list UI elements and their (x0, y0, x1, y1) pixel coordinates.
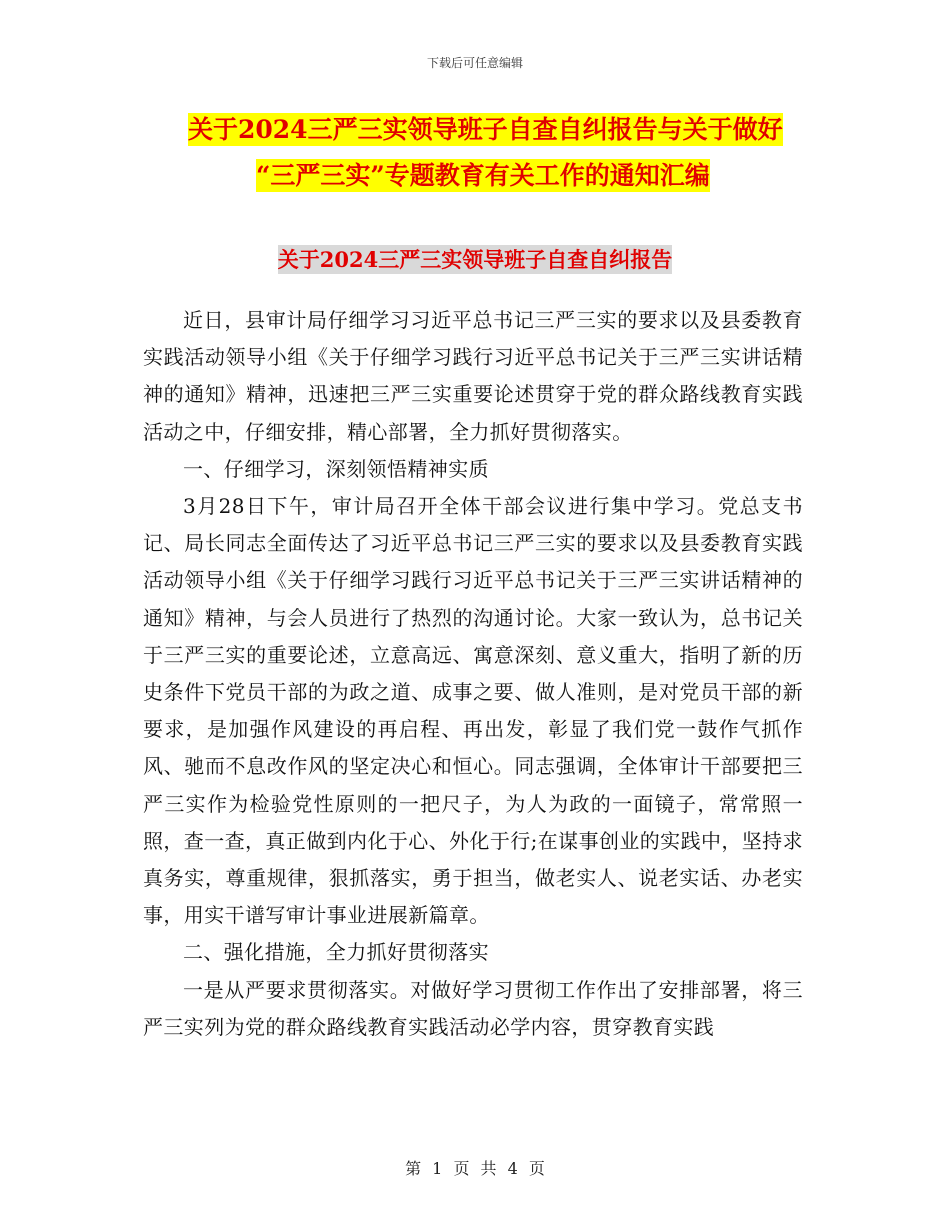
body-text (143, 302, 803, 1046)
paragraph-meeting: 3月28日下午，审计局召开全体干部会议进行集中学习。党总支书记、局长同志全面传达了习近平总书记三严三实的要求以及县委教育实践活动领导小组《关于仔细学习践行习近平总书记关于三严三实讲话精神的通知》精神，与会人员进行了热烈的沟通讨论。大家一致认为，总书记关于三严三实的重要论述，立意高远、寓意深刻、意义重大，指明了新的历史条件下党员干部的为政之道、成事之要、做人准则，是对党员干部的新要求，是加强作风建设的再启程、再出发，彰显了我们党一鼓作气抓作风、驰而不息改作风的坚定决心和恒心。同志强调，全体审计干部要把三严三实作为检验党性原则的一把尺子，为人为政的一面镜子，常常照一照，查一查，真正做到内化于心、外化于行;在谋事创业的实践中，坚持求真务实，尊重规律，狠抓落实，勇于担当，做老实人、说老实话、办老实事，用实干谱写审计事业进展新篇章。 (143, 494, 803, 928)
document-title (150, 110, 850, 196)
heading-section-1: 一、仔细学习，深刻领悟精神实质 (183, 456, 489, 481)
heading-section-2: 二、强化措施，全力抓好贯彻落实 (183, 940, 489, 965)
document-title-line-2: “三严三实”专题教育有关工作的通知汇编 (256, 161, 710, 190)
section-title (0, 244, 950, 274)
page-footer: 第 1 页 共 4 页 (405, 1159, 545, 1178)
document-title-line-1: 关于2024三严三实领导班子自查自纠报告与关于做好 (188, 115, 783, 144)
section-title-text: 关于2024三严三实领导班子自查自纠报告 (277, 247, 673, 272)
paragraph-intro: 近日，县审计局仔细学习习近平总书记三严三实的要求以及县委教育实践活动领导小组《关于仔细学习践行习近平总书记关于三严三实讲话精神的通知》精神，迅速把三严三实重要论述贯穿于党的群众路线教育实践活动之中，仔细安排，精心部署，全力抓好贯彻落实。 (143, 308, 803, 444)
paragraph-measures: 一是从严要求贯彻落实。对做好学习贯彻工作作出了安排部署，将三严三实列为党的群众路线教育实践活动必学内容，贯穿教育实践 (143, 977, 803, 1039)
header-note: 下载后可任意编辑 (426, 56, 523, 70)
